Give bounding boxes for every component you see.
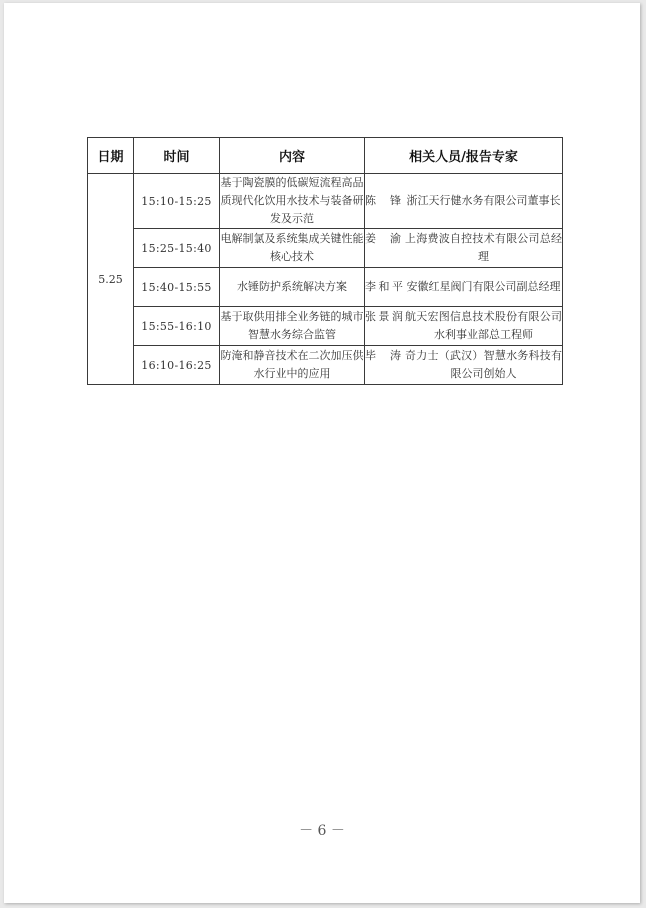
person-name: 陈 锋 bbox=[365, 194, 401, 207]
header-time: 时间 bbox=[134, 138, 220, 174]
time-cell: 15:40-15:55 bbox=[134, 268, 220, 307]
person-entry bbox=[365, 308, 562, 344]
content-cell: 水锤防护系统解决方案 bbox=[220, 268, 365, 307]
header-content: 内容 bbox=[220, 138, 365, 174]
content-cell: 基于陶瓷膜的低碳短流程高品质现代化饮用水技术与装备研发及示范 bbox=[220, 174, 365, 229]
table-row bbox=[88, 346, 563, 385]
content-cell: 电解制氯及系统集成关键性能核心技术 bbox=[220, 229, 365, 268]
table-row bbox=[88, 229, 563, 268]
people-cell bbox=[365, 174, 563, 229]
people-cell bbox=[365, 229, 563, 268]
time-cell: 16:10-16:25 bbox=[134, 346, 220, 385]
person-entry bbox=[365, 230, 562, 266]
person-entry bbox=[365, 278, 562, 296]
person-org: 上海费波自控技术有限公司总经理 bbox=[405, 232, 562, 263]
person-name: 张景润 bbox=[365, 310, 403, 323]
time-cell: 15:10-15:25 bbox=[134, 174, 220, 229]
person-org: 安徽红星阀门有限公司副总经理 bbox=[406, 280, 561, 293]
document-page bbox=[4, 3, 640, 903]
header-date: 日期 bbox=[88, 138, 134, 174]
people-cell bbox=[365, 346, 563, 385]
page-number: － 6 － bbox=[299, 823, 345, 839]
person-org: 浙江天行健水务有限公司董事长 bbox=[406, 194, 561, 207]
header-people: 相关人员/报告专家 bbox=[365, 138, 563, 174]
person-org: 奇力士（武汉）智慧水务科技有限公司创始人 bbox=[405, 349, 562, 380]
table-row bbox=[88, 174, 563, 229]
person-name: 李和平 bbox=[365, 280, 403, 293]
content-cell: 基于取供用排全业务链的城市智慧水务综合监管 bbox=[220, 307, 365, 346]
date-cell: 5.25 bbox=[88, 174, 134, 385]
table-header-row bbox=[88, 138, 563, 174]
person-name: 姜 渝 bbox=[365, 232, 401, 245]
person-org: 航天宏图信息技术股份有限公司水利事业部总工程师 bbox=[405, 310, 562, 341]
content-cell: 防淹和静音技术在二次加压供水行业中的应用 bbox=[220, 346, 365, 385]
time-cell: 15:55-16:10 bbox=[134, 307, 220, 346]
people-cell bbox=[365, 268, 563, 307]
person-entry bbox=[365, 192, 562, 210]
person-entry bbox=[365, 347, 562, 383]
table-row bbox=[88, 307, 563, 346]
time-cell: 15:25-15:40 bbox=[134, 229, 220, 268]
people-cell bbox=[365, 307, 563, 346]
schedule-table bbox=[87, 137, 563, 385]
table-row bbox=[88, 268, 563, 307]
person-name: 毕 涛 bbox=[365, 349, 401, 362]
